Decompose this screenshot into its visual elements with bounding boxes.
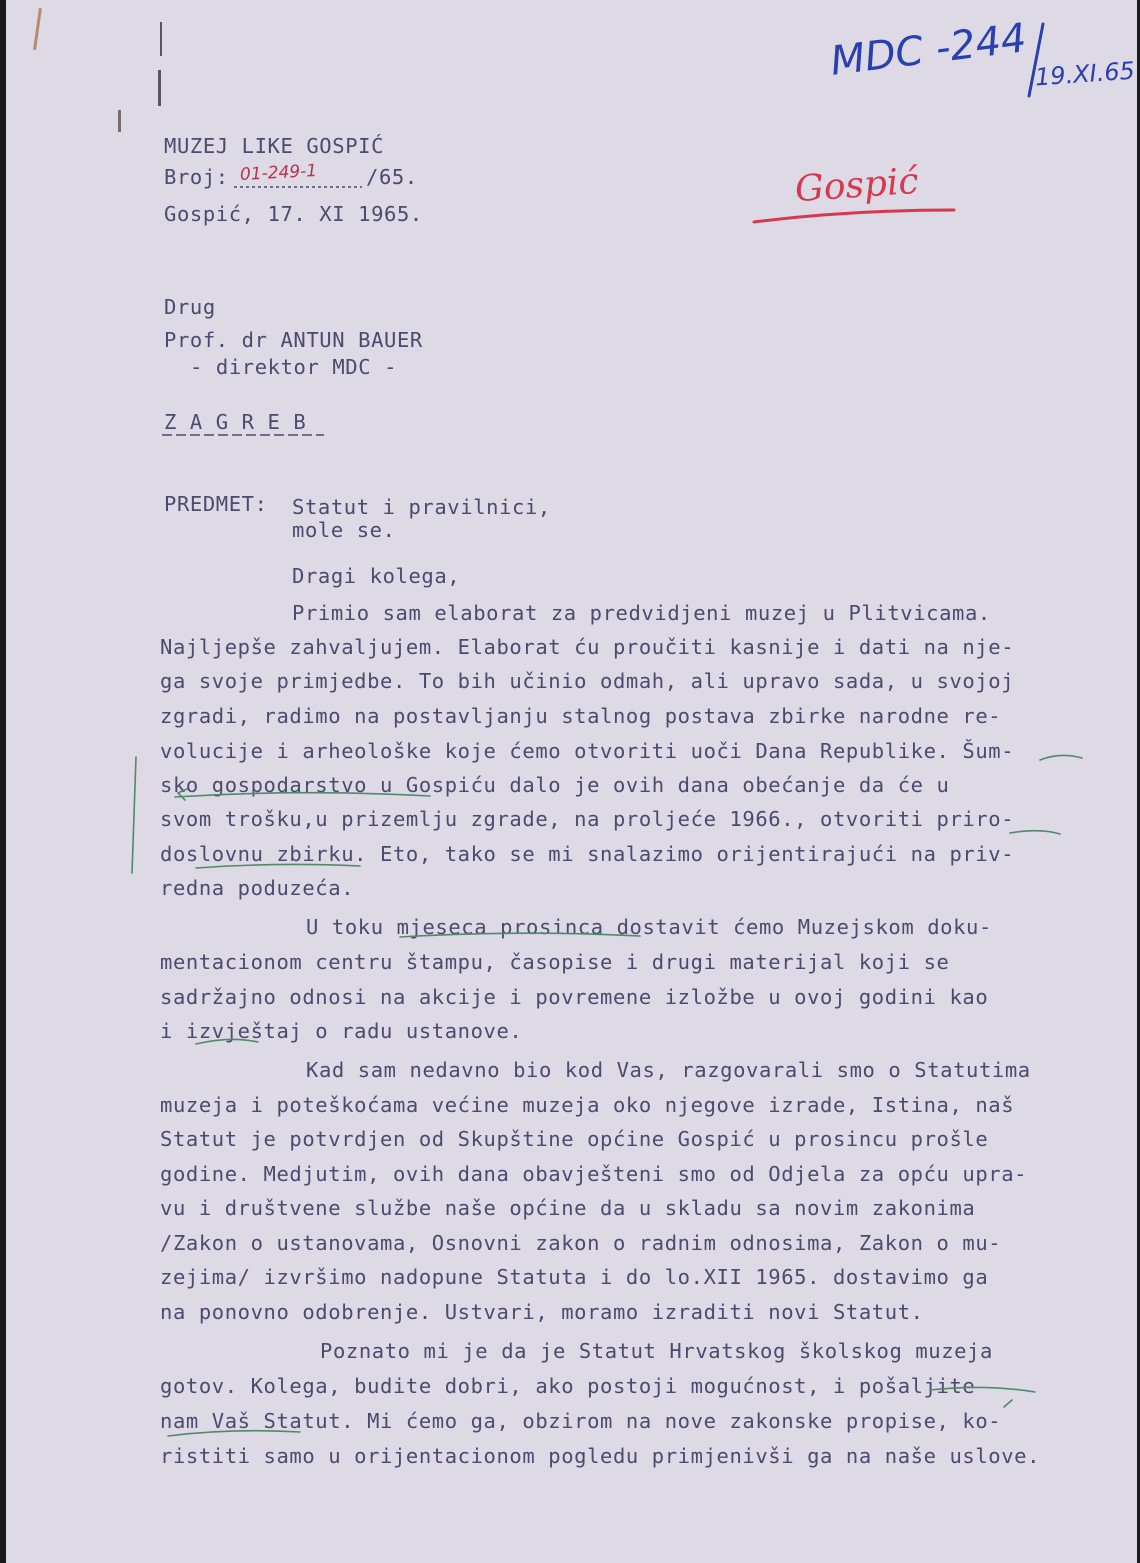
addressee-salutation: Drug (164, 295, 216, 319)
body-line: gotov. Kolega, budite dobri, ako postoji mogućnost, i pošaljite (160, 1374, 976, 1398)
subject-line-2: mole se. (292, 518, 396, 542)
body-line: muzeja i poteškoćama većine muzeja oko njegove izrade, Istina, naš (160, 1093, 1015, 1117)
body-line: ga svoje primjedbe. To bih učinio odmah, ali upravo sada, u svojoj (160, 669, 1015, 693)
document-number-year: /65. (366, 165, 418, 189)
body-line: Kad sam nedavno bio kod Vas, razgovarali smo o Statutima (306, 1058, 1031, 1082)
body-line: /Zakon o ustanovama, Osnovni zakon o radnim odnosima, Zakon o mu- (160, 1231, 1002, 1255)
body-line: Poznato mi je da je Statut Hrvatskog školskog muzeja (320, 1339, 993, 1363)
body-line: godine. Medjutim, ovih dana obavješteni smo od Odjela za opću upra- (160, 1162, 1028, 1186)
document-number-label: Broj: (164, 165, 229, 189)
addressee-city: Z A G R E B (164, 410, 307, 434)
body-line: zgradi, radimo na postavljanju stalnog postava zbirke narodne re- (160, 704, 1002, 728)
handwritten-city: Gospić (793, 160, 920, 211)
body-line: redna poduzeća. (160, 876, 355, 900)
place-and-date: Gospić, 17. XI 1965. (164, 202, 423, 226)
body-line: Primio sam elaborat za predvidjeni muzej u Plitvicama. (292, 601, 991, 625)
subject-label: PREDMET: (164, 492, 268, 516)
addressee-title: - direktor MDC - (190, 355, 398, 379)
document-number-handwritten: 01-249-1 (239, 160, 318, 186)
body-line: volucije i arheološke koje ćemo otvoriti uoči Dana Republike. Šum- (160, 739, 1015, 763)
body-line: zejima/ izvršimo nadopune Statuta i do lo.XII 1965. dostavimo ga (160, 1265, 989, 1289)
addressee-name: Prof. dr ANTUN BAUER (164, 328, 423, 352)
body-line: Najljepše zahvaljujem. Elaborat ću proučiti kasnije i dati na nje- (160, 635, 1015, 659)
body-line: vu i društvene službe naše općine da u skladu sa novim zakonima (160, 1196, 976, 1220)
subject-line-1: Statut i pravilnici, (292, 495, 551, 519)
body-line: mentacionom centru štampu, časopise i drugi materijal koji se (160, 950, 950, 974)
body-line: U toku mjeseca prosinca dostavit ćemo Muzejskom doku- (306, 915, 992, 939)
body-line: sadržajno odnosi na akcije i povremene izložbe u ovoj godini kao (160, 985, 989, 1009)
handwritten-ref-date: 19.XI.65 (1034, 56, 1136, 92)
body-line: na ponovno odobrenje. Ustvari, moramo izraditi novi Statut. (160, 1300, 924, 1324)
body-line: sko gospodarstvo u Gospiću dalo je ovih dana obećanje da će u (160, 773, 950, 797)
body-line: nam Vaš Statut. Mi ćemo ga, obzirom na nove zakonske propise, ko- (160, 1409, 1002, 1433)
body-line: i izvještaj o radu ustanove. (160, 1019, 523, 1043)
body-line: ristiti samo u orijentacionom pogledu primjenivši ga na naše uslove. (160, 1444, 1041, 1468)
body-line: svom trošku,u prizemlju zgrade, na proljeće 1966., otvoriti priro- (160, 807, 1015, 831)
letter-salutation: Dragi kolega, (292, 564, 461, 588)
body-line: doslovnu zbirku. Eto, tako se mi snalazimo orijentirajući na priv- (160, 842, 1015, 866)
institution-name: MUZEJ LIKE GOSPIĆ (164, 134, 385, 158)
body-line: Statut je potvrdjen od Skupštine općine Gospić u prosincu prošle (160, 1127, 989, 1151)
handwritten-ref-number: MDC -244 (827, 15, 1029, 85)
